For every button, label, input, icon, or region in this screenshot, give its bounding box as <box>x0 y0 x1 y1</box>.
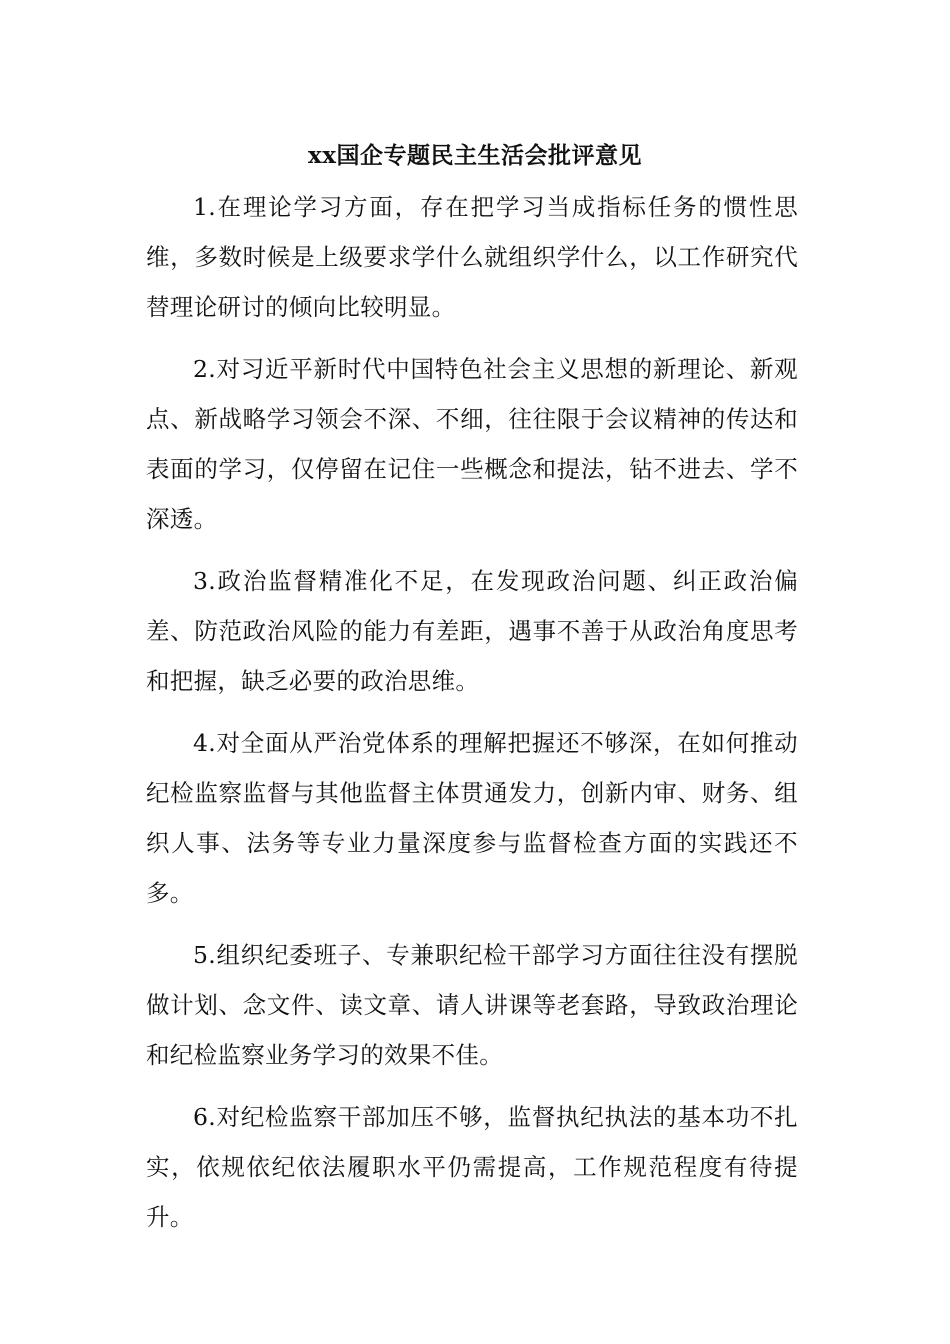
paragraph-5: 5.组织纪委班子、专兼职纪检干部学习方面往往没有摆脱做计划、念文件、读文章、请人讲课等老套路，导致政治理论和纪检监察业务学习的效果不佳。 <box>146 941 798 1069</box>
document-body <box>146 182 798 1254</box>
paragraph-2: 2.对习近平新时代中国特色社会主义思想的新理论、新观点、新战略学习领会不深、不细，往往限于会议精神的传达和表面的学习，仅停留在记住一些概念和提法，钻不进去、学不深透。 <box>146 355 798 533</box>
paragraph-3: 3.政治监督精准化不足，在发现政治问题、纠正政治偏差、防范政治风险的能力有差距，遇事不善于从政治角度思考和把握，缺乏必要的政治思维。 <box>146 567 798 695</box>
paragraph-6: 6.对纪检监察干部加压不够，监督执纪执法的基本功不扎实，依规依纪依法履职水平仍需提高，工作规范程度有待提升。 <box>146 1103 798 1231</box>
paragraph-1: 1.在理论学习方面，存在把学习当成指标任务的惯性思维，多数时候是上级要求学什么就组织学什么，以工作研究代替理论研讨的倾向比较明显。 <box>146 193 798 321</box>
document-title: xx国企专题民主生活会批评意见 <box>308 142 642 169</box>
paragraph-4: 4.对全面从严治党体系的理解把握还不够深，在如何推动纪检监察监督与其他监督主体贯通发力，创新内审、财务、组织人事、法务等专业力量深度参与监督检查方面的实践还不多。 <box>146 729 798 907</box>
